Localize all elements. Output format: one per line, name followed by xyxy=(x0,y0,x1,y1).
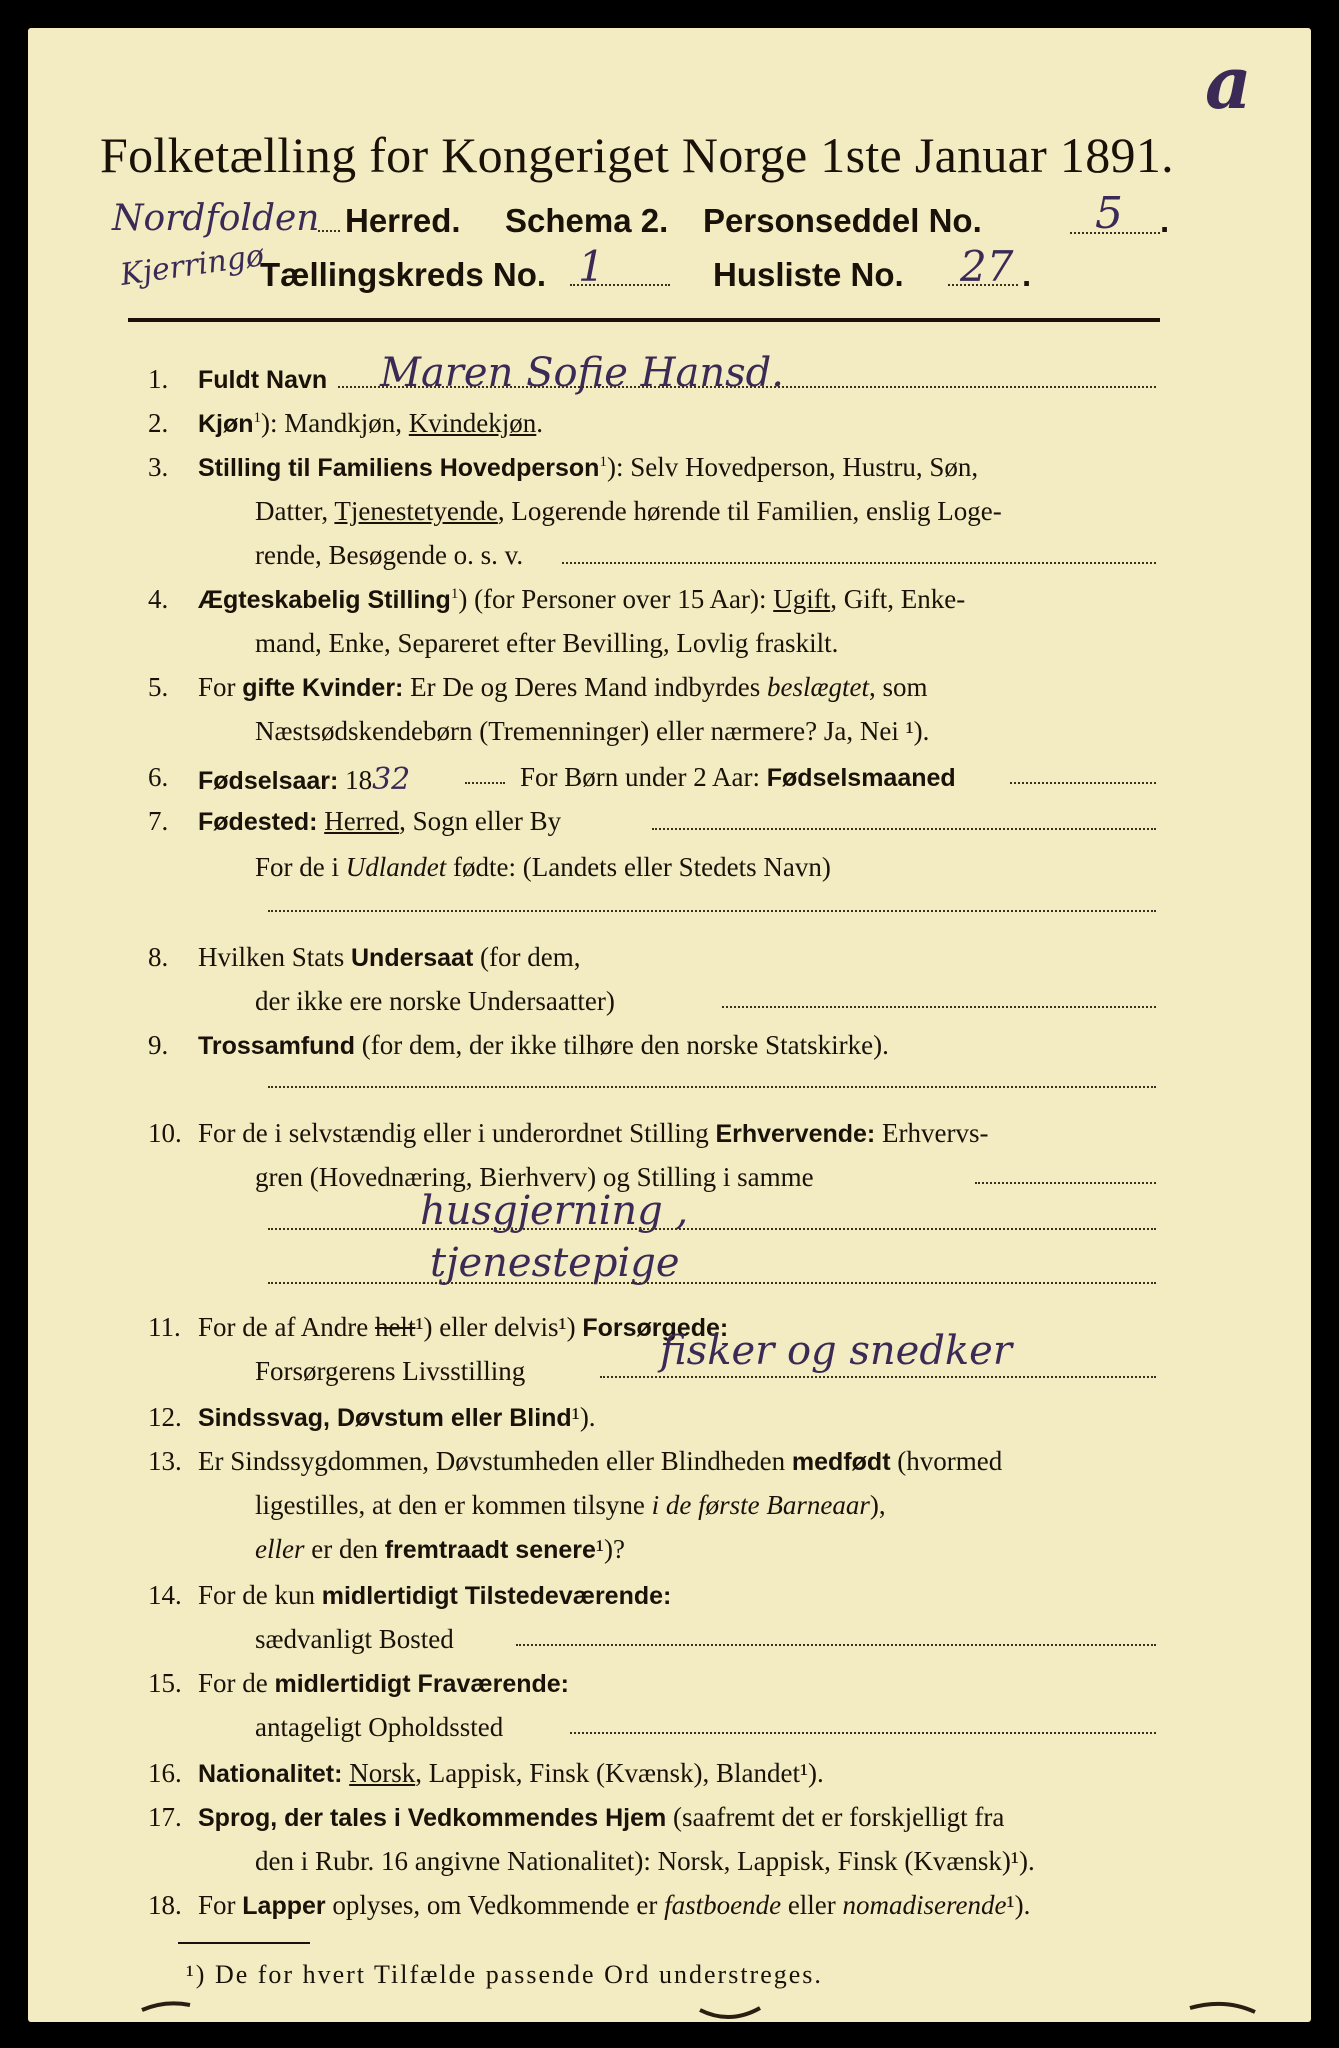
q6-infant: For Børn under 2 Aar: Fødselsmaaned xyxy=(520,762,956,792)
q11-line1: For de af Andre helt¹) eller delvis¹) Forsørgede: xyxy=(198,1312,729,1342)
q17-line2: den i Rubr. 16 angivne Nationalitet): Norsk, Lappisk, Finsk (Kvænsk)¹). xyxy=(255,1846,1035,1876)
q1-number: 1. xyxy=(148,364,169,394)
q11-number: 11. xyxy=(148,1312,181,1342)
q17-number: 17. xyxy=(148,1802,182,1832)
husliste-label: Husliste No. xyxy=(713,256,904,293)
q10-line2: gren (Hovednæring, Bierhverv) og Stilling i samme xyxy=(255,1162,814,1192)
q7-number: 7. xyxy=(148,806,169,836)
page-title: Folketælling for Kongeriget Norge 1ste Januar 1891. xyxy=(100,127,1174,183)
q4-line1: Ægteskabelig Stilling$^1$) (for Personer over 15 Aar): Ugift, Gift, Enke- xyxy=(198,584,966,614)
q5-line1: For gifte Kvinder: Er De og Deres Mand indbyrdes beslægtet, som xyxy=(198,672,928,702)
q5-number: 5. xyxy=(148,672,169,702)
q4-number: 4. xyxy=(148,584,169,614)
q13-line2: ligestilles, at den er kommen tilsyne i de første Barneaar), xyxy=(255,1490,886,1520)
q14-number: 14. xyxy=(148,1580,182,1610)
q3-line2: Datter, Tjenestetyende, Logerende hørende til Familien, enslig Loge- xyxy=(255,496,1002,526)
q12-line: Sindssvag, Døvstum eller Blind¹). xyxy=(198,1402,596,1432)
q9-number: 9. xyxy=(148,1030,169,1060)
q18-line: For Lapper oplyses, om Vedkommende er fastboende eller nomadiserende¹). xyxy=(198,1890,1031,1920)
q11-line2: Forsørgerens Livsstilling xyxy=(255,1356,526,1386)
sub-district-handwritten: Kjerringø xyxy=(118,238,267,293)
q7-line2: For de i Udlandet fødte: (Landets eller Stedets Navn) xyxy=(255,852,831,882)
q11-answer: fisker og snedker xyxy=(660,1328,1012,1374)
herred-handwritten: Nordfolden xyxy=(112,198,320,239)
footnote: ¹) De for hvert Tilfælde passende Ord understreges. xyxy=(186,1960,823,1989)
q10-answer-2: tjenestepige xyxy=(430,1240,680,1286)
q13-line1: Er Sindssygdommen, Døvstumheden eller Blindheden medfødt (hvormed xyxy=(198,1446,1003,1476)
q15-number: 15. xyxy=(148,1668,182,1698)
q9-line: Trossamfund (for dem, der ikke tilhøre den norske Statskirke). xyxy=(198,1030,889,1060)
q3-line1: Stilling til Familiens Hovedperson$^1$): Selv Hovedperson, Hustru, Søn, xyxy=(198,452,979,482)
q14-line2: sædvanligt Bosted xyxy=(255,1624,454,1654)
q14-line1: For de kun midlertidigt Tilstedeværende: xyxy=(198,1580,672,1610)
q8-number: 8. xyxy=(148,942,169,972)
q3-number: 3. xyxy=(148,452,169,482)
q7-line1: Fødested: Herred, Sogn eller By xyxy=(198,806,562,836)
q2-line: Kjøn$^1$): Mandkjøn, Kvindekjøn. xyxy=(198,408,544,438)
q6-number: 6. xyxy=(148,762,169,792)
q12-number: 12. xyxy=(148,1402,182,1432)
q18-number: 18. xyxy=(148,1890,182,1920)
q17-line1: Sprog, der tales i Vedkommendes Hjem (saafremt det er forskjelligt fra xyxy=(198,1802,1005,1832)
kreds-label: Tællingskreds No. xyxy=(260,256,547,293)
q1-label: Fuldt Navn xyxy=(198,366,328,394)
husliste-number: 27 xyxy=(960,242,1014,291)
q16-line: Nationalitet: Norsk, Lappisk, Finsk (Kvænsk), Blandet¹). xyxy=(198,1758,824,1788)
q15-line1: For de midlertidigt Fraværende: xyxy=(198,1668,569,1698)
herred-label: Herred. xyxy=(345,202,461,239)
q10-line1: For de i selvstændig eller i underordnet Stilling Erhvervende: Erhvervs- xyxy=(198,1118,989,1148)
q8-line1: Hvilken Stats Undersaat (for dem, xyxy=(198,942,581,972)
q6-line: Fødselsaar: 1832 xyxy=(198,762,411,797)
q13-line3: eller er den fremtraadt senere¹)? xyxy=(255,1534,625,1564)
q13-number: 13. xyxy=(148,1446,182,1476)
q10-answer-1: husgjerning , xyxy=(420,1188,689,1234)
q10-number: 10. xyxy=(148,1118,182,1148)
q2-number: 2. xyxy=(148,408,169,438)
q15-line2: antageligt Opholdssted xyxy=(255,1712,504,1742)
q8-line2: der ikke ere norske Undersaatter) xyxy=(255,986,615,1016)
q4-line2: mand, Enke, Separeret efter Bevilling, Lovlig fraskilt. xyxy=(255,628,839,658)
q16-number: 16. xyxy=(148,1758,182,1788)
corner-mark: a xyxy=(1205,40,1252,125)
q1-answer: Maren Sofie Hansd. xyxy=(380,350,784,396)
q3-line3: rende, Besøgende o. s. v. xyxy=(255,540,524,570)
schema-label: Schema 2. xyxy=(505,202,669,239)
personseddel-number: 5 xyxy=(1095,188,1123,239)
personseddel-label: Personseddel No. xyxy=(703,202,982,239)
kreds-number: 1 xyxy=(578,242,605,291)
q5-line2: Næstsødskendebørn (Tremenninger) eller nærmere? Ja, Nei ¹). xyxy=(255,716,930,746)
